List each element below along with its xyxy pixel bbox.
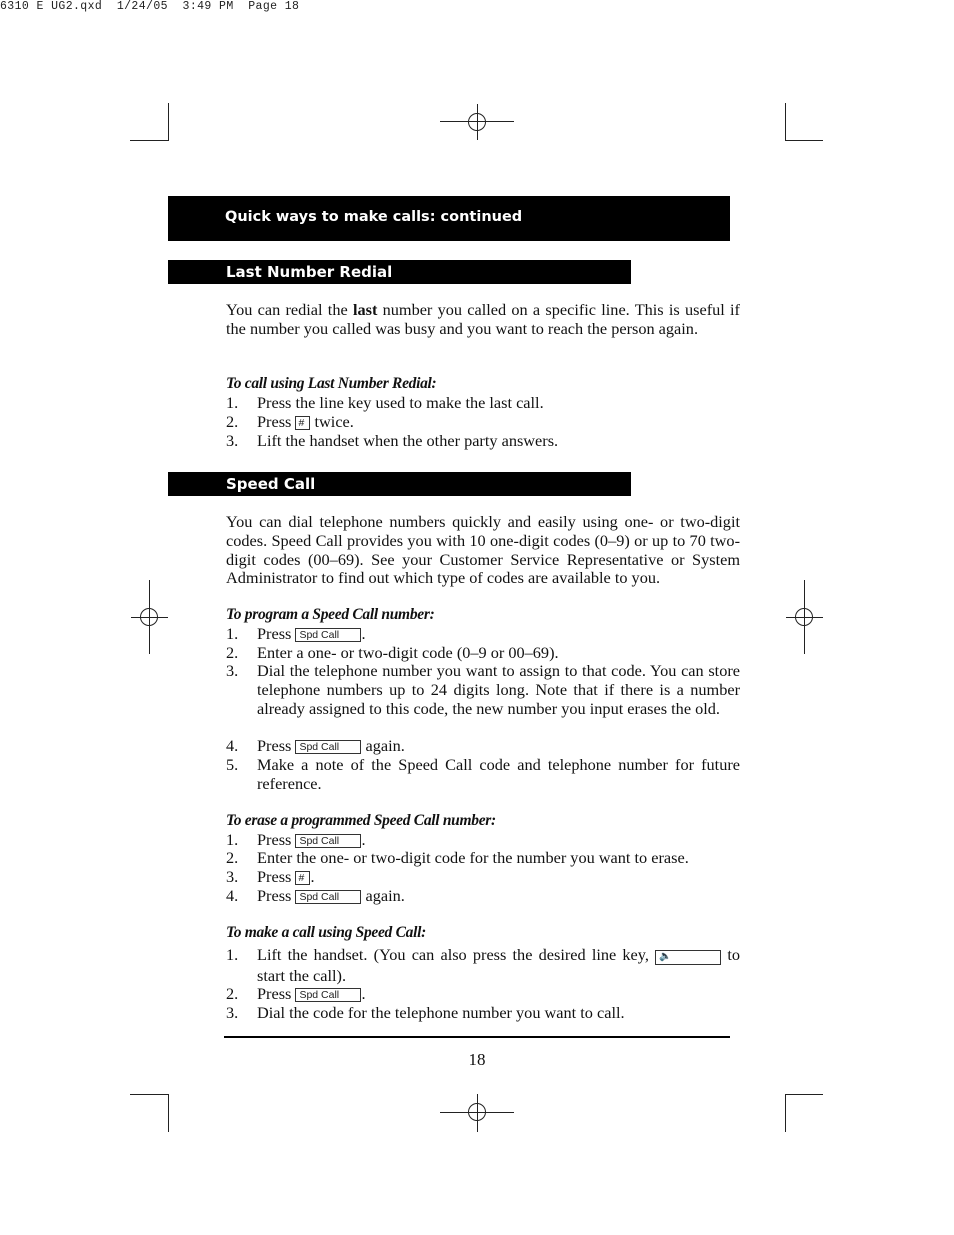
step-text: Press the line key used to make the last call. [257,393,544,412]
speed-call-intro: You can dial telephone numbers quickly and easily using one- or two-digit codes. Speed Call provides you with 10 one-digit codes (0–9) or up to 70 two-digit codes (00–69). See your Customer Service Representative or System Administrator to find out which type of codes are available to you. [226,512,740,588]
subheading: To call using Last Number Redial: [226,375,437,392]
page-number: 18 [468,1050,486,1069]
spd-call-key-icon: Spd Call [295,988,361,1002]
step-text: Dial the telephone number you want to assign to that code. You can store telephone numbers up to 24 digits long. Note that if there is a number already assigned to this code, the new number you input erases the old. [257,661,740,718]
section-header-last-number-redial [168,260,631,284]
step-number: 3. [226,867,239,886]
step-text: to start the call). [257,945,740,985]
step-text: Enter the one- or two-digit code for the number you want to erase. [257,848,689,867]
list-item [226,944,740,986]
step-text: Press [257,830,296,849]
step-text: Press [257,984,296,1003]
spd-call-key-icon: Spd Call [295,890,361,904]
list-item [226,887,740,906]
step-text: Press [257,412,296,431]
speaker-key-icon: 🔈 [655,950,721,965]
redial-intro [226,301,740,339]
spd-call-key-icon: Spd Call [295,834,361,848]
text: number you called on a specific line. This is useful if the number you called was busy and you want to reach the person again. [226,300,740,338]
chapter-banner-title: Quick ways to make calls: continued [225,209,523,225]
step-number: 2. [226,984,239,1003]
step-number: 5. [226,755,239,774]
list-item [226,625,740,644]
step-text: Press [257,886,296,905]
list-item [226,644,740,663]
spd-call-key-icon: Spd Call [295,740,361,754]
hash-key-icon: # [295,416,310,430]
list-item [226,849,740,868]
list-item [226,756,740,794]
list-item [226,432,740,451]
registration-circle [795,608,813,626]
list-item [226,413,740,432]
text: You can redial the [226,300,353,319]
crop-mark [130,1094,168,1095]
step-text: Lift the handset when the other party answers. [257,431,559,450]
list-item [226,737,740,756]
step-text: Lift the handset. (You can also press the desired line key, [257,945,656,964]
crop-mark [785,1094,786,1132]
registration-circle [468,113,486,131]
step-number: 2. [226,848,239,867]
step-text: . [361,984,366,1003]
hash-key-icon: # [295,871,310,885]
list-item [226,1004,740,1023]
list-item [226,394,740,413]
footer-rule [224,1036,730,1038]
step-text: Dial the code for the telephone number you want to call. [257,1003,625,1022]
step-text: Press [257,867,296,886]
crop-mark [785,103,786,141]
crop-mark [786,1094,823,1095]
step-text: Press [257,624,296,643]
step-text: . [361,830,366,849]
step-number: 3. [226,431,239,450]
step-number: 1. [226,393,239,412]
crop-mark [786,140,823,141]
step-number: 1. [226,945,239,964]
step-number: 3. [226,661,239,680]
step-text: Enter a one- or two-digit code (0–9 or 00–69). [257,643,559,662]
step-text: . [361,624,366,643]
step-number: 1. [226,624,239,643]
subheading: To make a call using Speed Call: [226,924,426,941]
step-text: Make a note of the Speed Call code and telephone number for future reference. [257,755,740,793]
chapter-banner [168,196,730,241]
list-item [226,868,740,887]
step-number: 2. [226,643,239,662]
step-number: 1. [226,830,239,849]
step-text: again. [361,736,405,755]
section-header-speed-call [168,472,631,496]
step-number: 4. [226,736,239,755]
step-number: 3. [226,1003,239,1022]
step-number: 2. [226,412,239,431]
print-slug: 6310 E UG2.qxd 1/24/05 3:49 PM Page 18 [0,0,300,13]
step-number: 4. [226,886,239,905]
crop-mark [130,140,168,141]
list-item [226,985,740,1004]
step-text: . [310,867,315,886]
subheading: To erase a programmed Speed Call number: [226,812,496,829]
step-text: twice. [310,412,354,431]
subheading: To program a Speed Call number: [226,606,435,623]
emphasis: last [352,300,378,319]
registration-circle [140,608,158,626]
step-text: Press [257,736,296,755]
list-item [226,662,740,718]
list-item [226,831,740,850]
crop-mark [168,103,169,141]
registration-circle [468,1103,486,1121]
crop-mark [168,1094,169,1132]
section-title: Last Number Redial [226,263,393,281]
step-text: again. [361,886,405,905]
section-title: Speed Call [226,475,316,493]
spd-call-key-icon: Spd Call [295,628,361,642]
